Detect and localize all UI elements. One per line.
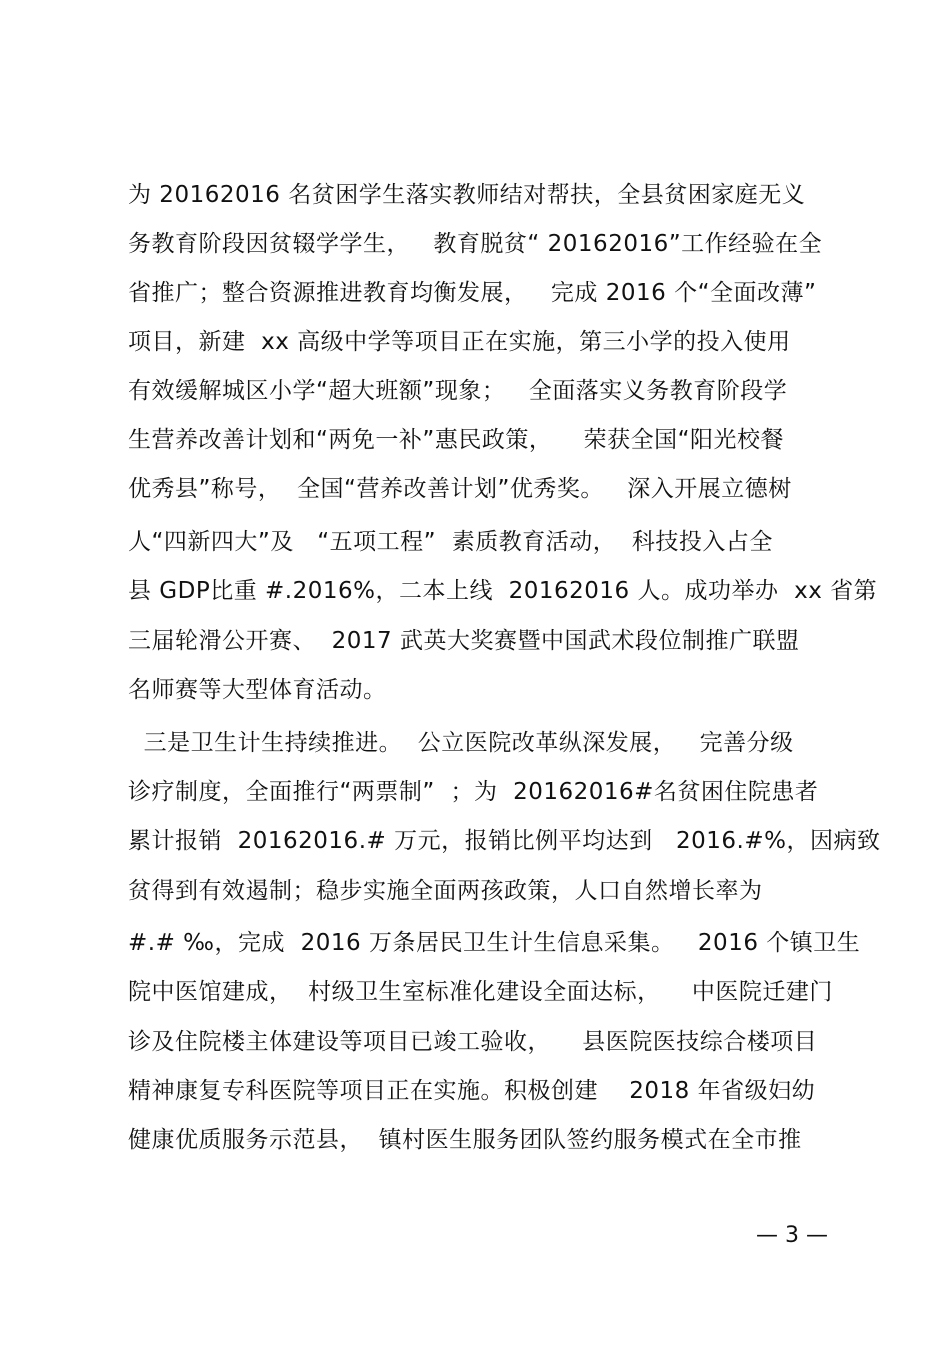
page-number: — 3 —	[756, 1223, 828, 1248]
body-line: 有效缓解城区小学“超大班额”现象； 全面落实义务教育阶段学	[128, 378, 788, 404]
body-line: 省推广；整合资源推进教育均衡发展， 完成 2016 个“全面改薄”	[128, 280, 817, 306]
body-line: 贫得到有效遏制；稳步实施全面两孩政策，人口自然增长率为	[128, 878, 763, 904]
body-line: 诊及住院楼主体建设等项目已竣工验收， 县医院医技综合楼项目	[128, 1029, 818, 1055]
body-line: 务教育阶段因贫辍学学生， 教育脱贫“ 20162016”工作经验在全	[128, 231, 823, 257]
body-line: #.# ‰，完成 2016 万条居民卫生计生信息采集。 2016 个镇卫生	[128, 930, 861, 956]
body-line: 累计报销 20162016.# 万元，报销比例平均达到 2016.#%，因病致	[128, 828, 881, 854]
body-line: 三届轮滑公开赛、 2017 武英大奖赛暨中国武术段位制推广联盟	[128, 628, 800, 654]
body-line: 县 GDP比重 #.2016%，二本上线 20162016 人。成功举办 xx 省第	[128, 578, 878, 604]
body-line: 生营养改善计划和“两免一补”惠民政策， 荣获全国“阳光校餐	[128, 427, 784, 453]
body-line: 人“四新四大”及 “五项工程” 素质教育活动， 科技投入占全	[128, 529, 773, 555]
body-line: 项目，新建 xx 高级中学等项目正在实施，第三小学的投入使用	[128, 329, 791, 355]
body-line: 健康优质服务示范县， 镇村医生服务团队签约服务模式在全市推	[128, 1127, 802, 1153]
body-line: 三是卫生计生持续推进。 公立医院改革纵深发展， 完善分级	[128, 730, 794, 756]
body-line: 精神康复专科医院等项目正在实施。积极创建 2018 年省级妇幼	[128, 1078, 816, 1104]
body-line: 诊疗制度，全面推行“两票制” ；为 20162016#名贫困住院患者	[128, 779, 819, 805]
body-line: 为 20162016 名贫困学生落实教师结对帮扶，全县贫困家庭无义	[128, 182, 806, 208]
body-line: 优秀县”称号， 全国“营养改善计划”优秀奖。 深入开展立德树	[128, 476, 792, 502]
body-line: 名师赛等大型体育活动。	[128, 677, 387, 703]
body-line: 院中医馆建成， 村级卫生室标准化建设全面达标， 中医院迁建门	[128, 979, 833, 1005]
